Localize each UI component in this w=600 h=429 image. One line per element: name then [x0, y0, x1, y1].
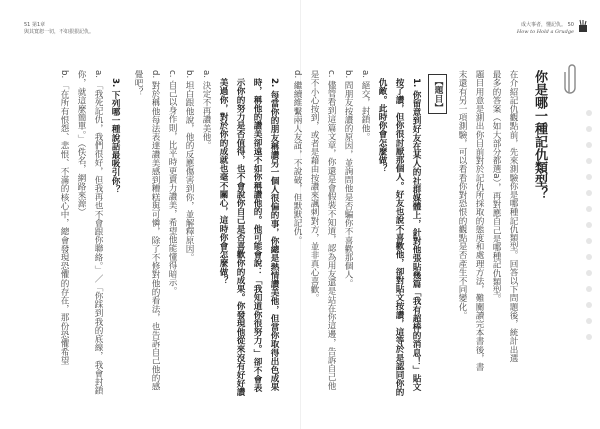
notebook-hole — [586, 254, 592, 260]
notebook-hole — [586, 190, 592, 196]
question-3: 3. 下列哪一種說話最吸引你？ — [110, 78, 120, 194]
notebook-hole — [586, 222, 592, 228]
question-3-option-a: a. 「我死記仇，我們很好，但我再也不會跟你聯絡。」／「你踩到我的底線，我會封鎖你，就這麼簡單。」（佚名，網路來源） — [76, 70, 103, 395]
notebook-hole — [586, 302, 592, 308]
page-body — [59, 70, 548, 398]
notebook-hole — [586, 126, 592, 132]
question-1-option-d: d. 繼續維繫兩人友誼，不說破，但默默記仇。 — [292, 70, 302, 245]
question-1: 1. 你留意到好友在某人的社群媒體上，針對他張貼幾篇「我有超棒的消息！」貼文按了讚，但你很討厭那個人。好友也說不喜歡他，卻對貼文按讚，這等於是認同你的仇敵。此時你會怎麼做？ — [377, 78, 421, 397]
intro-line: 題目用意是測出你目前對於記仇所採取的態度和處理方法，難關讀完本書後，書 — [474, 70, 484, 371]
question-2-option-d: d. 對於稱他每法表達讚美感到糟糕與可憐，除了不修對他的看法，也告訴自己他的感覺吧？ — [133, 70, 160, 391]
left-running-header — [24, 22, 94, 36]
left-chapter: 第1章 — [31, 22, 46, 28]
quiz-label: 【題目】 — [428, 74, 447, 114]
right-book-title-en: How to Hold a Grudge — [516, 29, 574, 35]
question-3-option-b: b. 「在所有恨怨、悲恨、不滿的核心中，總會發現恐懼的存在，那份恐懼希望 — [59, 70, 69, 365]
notebook-hole — [586, 174, 592, 180]
notebook-hole — [586, 334, 592, 340]
intro-line: 在介紹記仇觀點前，先來測驗你是哪種記仇類型。回答以下問題後，統計出選 — [508, 70, 518, 363]
question-1-option-a: a. 絕交，封鎖他。 — [360, 70, 370, 141]
question-2-option-c: c. 自己以身作則，比平時更賣力讚美，希望他能懂得暗示。 — [167, 70, 177, 296]
pencil-cup-icon — [578, 20, 588, 32]
section-title: 你是哪一種記仇類型？ — [532, 70, 547, 200]
notebook-hole — [586, 238, 592, 244]
right-page-number: 50 — [567, 22, 574, 28]
notebook-hole — [586, 286, 592, 292]
left-chapter-title: 與其寬恕一切，不如狠狠記仇。 — [24, 29, 95, 35]
right-book-title: 成大事者，懂記仇。 — [521, 22, 567, 28]
notebook-hole — [586, 318, 592, 324]
notebook-hole — [586, 142, 592, 148]
notebook-hole — [586, 206, 592, 212]
right-running-header — [517, 22, 574, 36]
left-page-number: 51 — [24, 22, 31, 28]
intro-line: 末還有另一項測驗，可以看看你對恐恨的觀點是否產生不同變化。 — [457, 70, 467, 320]
intro-line: 最多的答案（如大部分都選a），再對應自己是哪種記仇類型。 — [491, 70, 501, 304]
question-1-option-b: b. 問朋友按讚的原因，並詢問他是否騙你不喜歡那個人。 — [343, 70, 353, 288]
notebook-holes — [586, 110, 594, 350]
notebook-hole — [586, 158, 592, 164]
question-2-option-b: b. 坦白跟他說，他的反應傷害到你，並解釋原因。 — [184, 70, 194, 262]
notebook-hole — [586, 270, 592, 276]
question-2: 2. 每當你的朋友稱讚另一個人很偏的事，你總是熱情讚美他，但當你取得出色成果時，稱他的讚美卻遠不如你稱讚他的。他可能會說：「我知道你很努力。」卻不會表示你的努力是否值得，也不會說你自己是否喜歡你的成果。你發現他從來沒有好好讚美過你，對於你的成就也毫不關心，這時你會怎麼做？ — [218, 78, 279, 397]
paper-clip-icon — [565, 62, 579, 96]
question-2-option-a: a. 決定不再讚美他。 — [201, 70, 211, 150]
notebook-hole — [586, 110, 592, 116]
question-1-option-c: c. 儘管看到這篇文章，你還是會假裝不知道，認為用友還是站在你這邊，告訴自己他是不小心按到，或者是藉由按讚來諷刺對方，並非真心喜歡。 — [309, 70, 336, 390]
